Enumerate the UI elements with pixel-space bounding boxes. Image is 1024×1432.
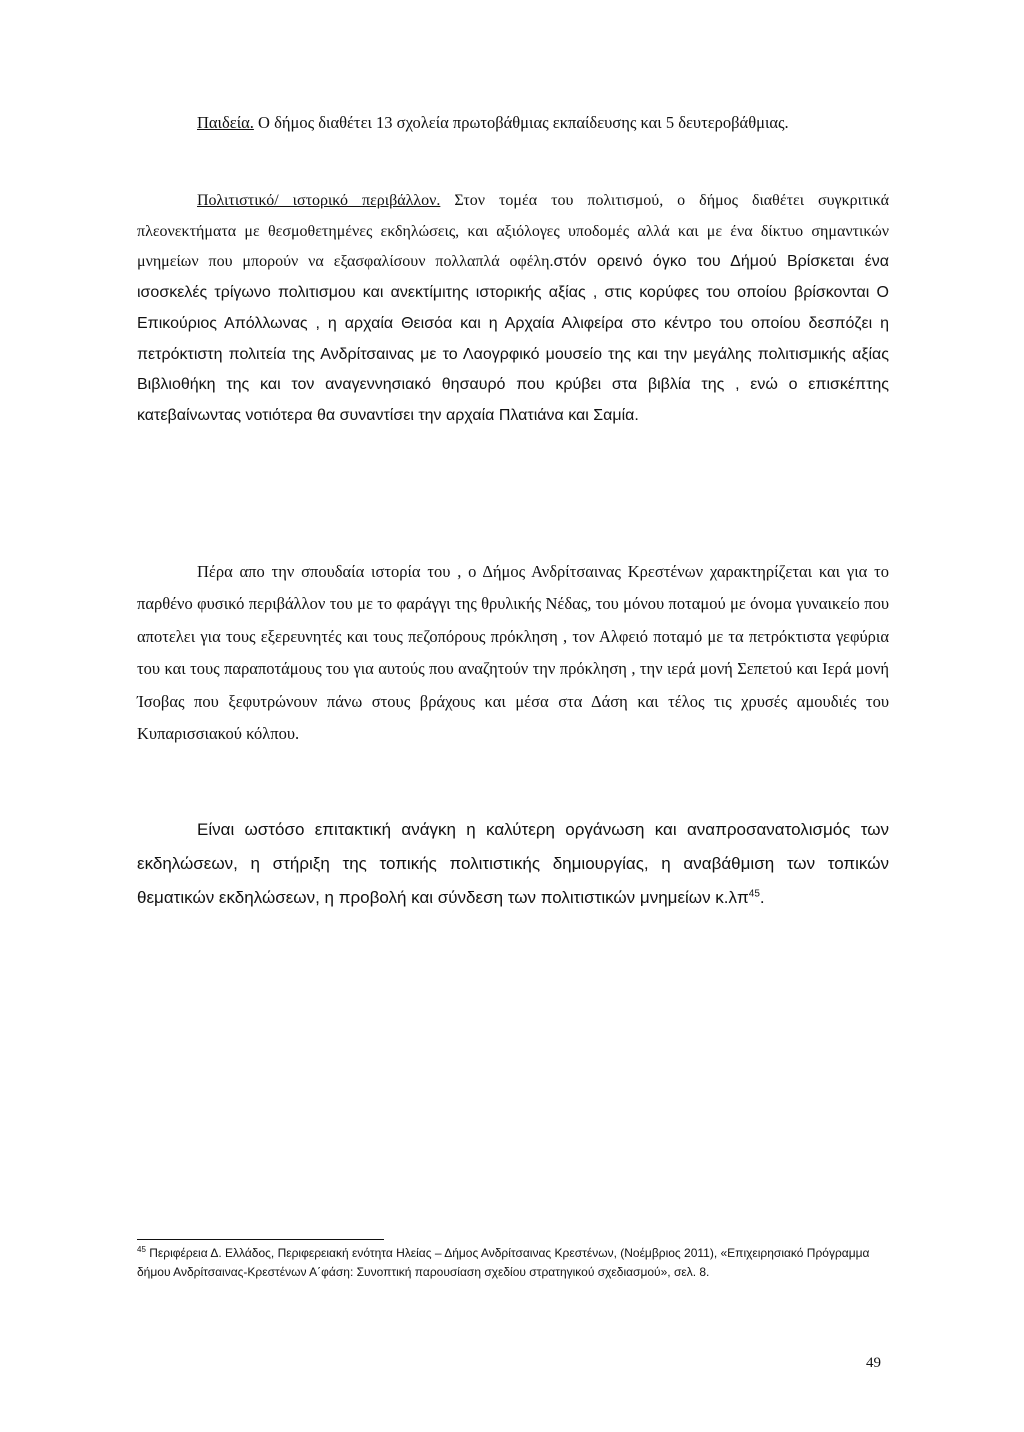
page-number: 49: [866, 1355, 881, 1371]
need-end: .: [759, 888, 765, 907]
culture-text-part1: Στον τομέα του πολιτισμού, ο δήμος διαθέτει συγκριτικά πλεονεκτήματα με θεσμοθετημένες εκδηλώσεις, και αξιόλογες υποδομές αλλά και με ένα δίκτυο σημαντικών μνημείων που μπορούν να εξασφαλίσουν πολλαπλά οφέλη.: [137, 192, 889, 271]
paragraph-nature: Πέρα απο την σπουδαία ιστορία του , ο Δήμος Ανδρίτσαινας Κρεστένων χαρακτηρίζεται και για το παρθένο φυσικό περιβάλλον του με το φαράγγι της θρυλικής Νέδας, του μόνου ποταμού με όνομα γυναικείο που αποτελει για τους εξερευνητές και τους πεζοπόρους πρόκληση , τον Αλφειό ποταμό με τα πετρόκτιστα γεφύρια του και τους παραποτάμους του για αυτούς που αναζητούν την πρόκληση , την ιερά μονή Σεπετού και Ιερά μονή Ίσοβας που ξεφυτρώνουν πάνω στους βράχους και μέσα στα Δάση και τέλος τις χρυσές αμουδιές του Κυπαρισσιακού κόλπου.: [137, 562, 889, 744]
paragraph-culture: [137, 186, 889, 432]
footnote: [137, 1244, 889, 1281]
footnote-text: Περιφέρεια Δ. Ελλάδος, Περιφερειακή ενότητα Ηλείας – Δήμος Ανδρίτσαινας Κρεστένων, (Νοέμβριος 2011), «Επιχειρησιακό Πρόγραμμα δήμου Ανδρίτσαινας-Κρεστένων Α΄φάση: Συνοπτική παρουσίαση σχεδίου στρατηγικού σχεδιασμού», σελ. 8.: [137, 1246, 870, 1279]
footnote-number: 45: [137, 1245, 146, 1254]
need-text: Είναι ωστόσο επιτακτική ανάγκη η καλύτερη οργάνωση και αναπροσανατολισμός των εκδηλώσεων, η στήριξη της τοπικής πολιτιστικής δημιουργίας, η αναβάθμιση των τοπικών θεματικών εκδηλώσεων, η προβολή και σύνδεση των πολιτιστικών μνημείων κ.λπ: [137, 820, 889, 907]
footnote-reference: 45: [748, 888, 760, 900]
culture-text-part2: στόν ορεινό όγκο του Δήμού Βρίσκεται ένα ισοσκελές τρίγωνο πολιτισμου και ανεκτίμιτης ιστορικής αξίας , στις κορύφες του οποίου βρίσκονται Ο Επικούριος Απόλλωνας , η αρχαία Θεισόα και η Αρχαία Αλιφείρα στο κέντρο του οποίου δεσπόζει η πετρόκτιστη πολιτεία της Ανδρίτσαινας με το Λαογρφικό μουσείο της και την μεγάλης πολιτισμικής αξίας Βιβλιοθήκη της και τον αναγεννησιακό θησαυρό που κρύβει στα βιβλία της , ενώ ο επισκέπτης κατεβαίνωντας νοτιότερα θα συναντίσει την αρχαία Πλατιάνα και Σαμία.: [137, 253, 889, 424]
paragraph-education: [137, 108, 889, 138]
culture-heading: Πολιτιστικό/ ιστορικό περιβάλλον.: [197, 192, 441, 209]
education-text: Ο δήμος διαθέτει 13 σχολεία πρωτοβάθμιας εκπαίδευσης και 5 δευτεροβάθμιας.: [253, 113, 789, 132]
footnote-divider: [137, 1239, 384, 1240]
education-heading: Παιδεία.: [197, 113, 254, 132]
paragraph-need: [137, 813, 889, 915]
